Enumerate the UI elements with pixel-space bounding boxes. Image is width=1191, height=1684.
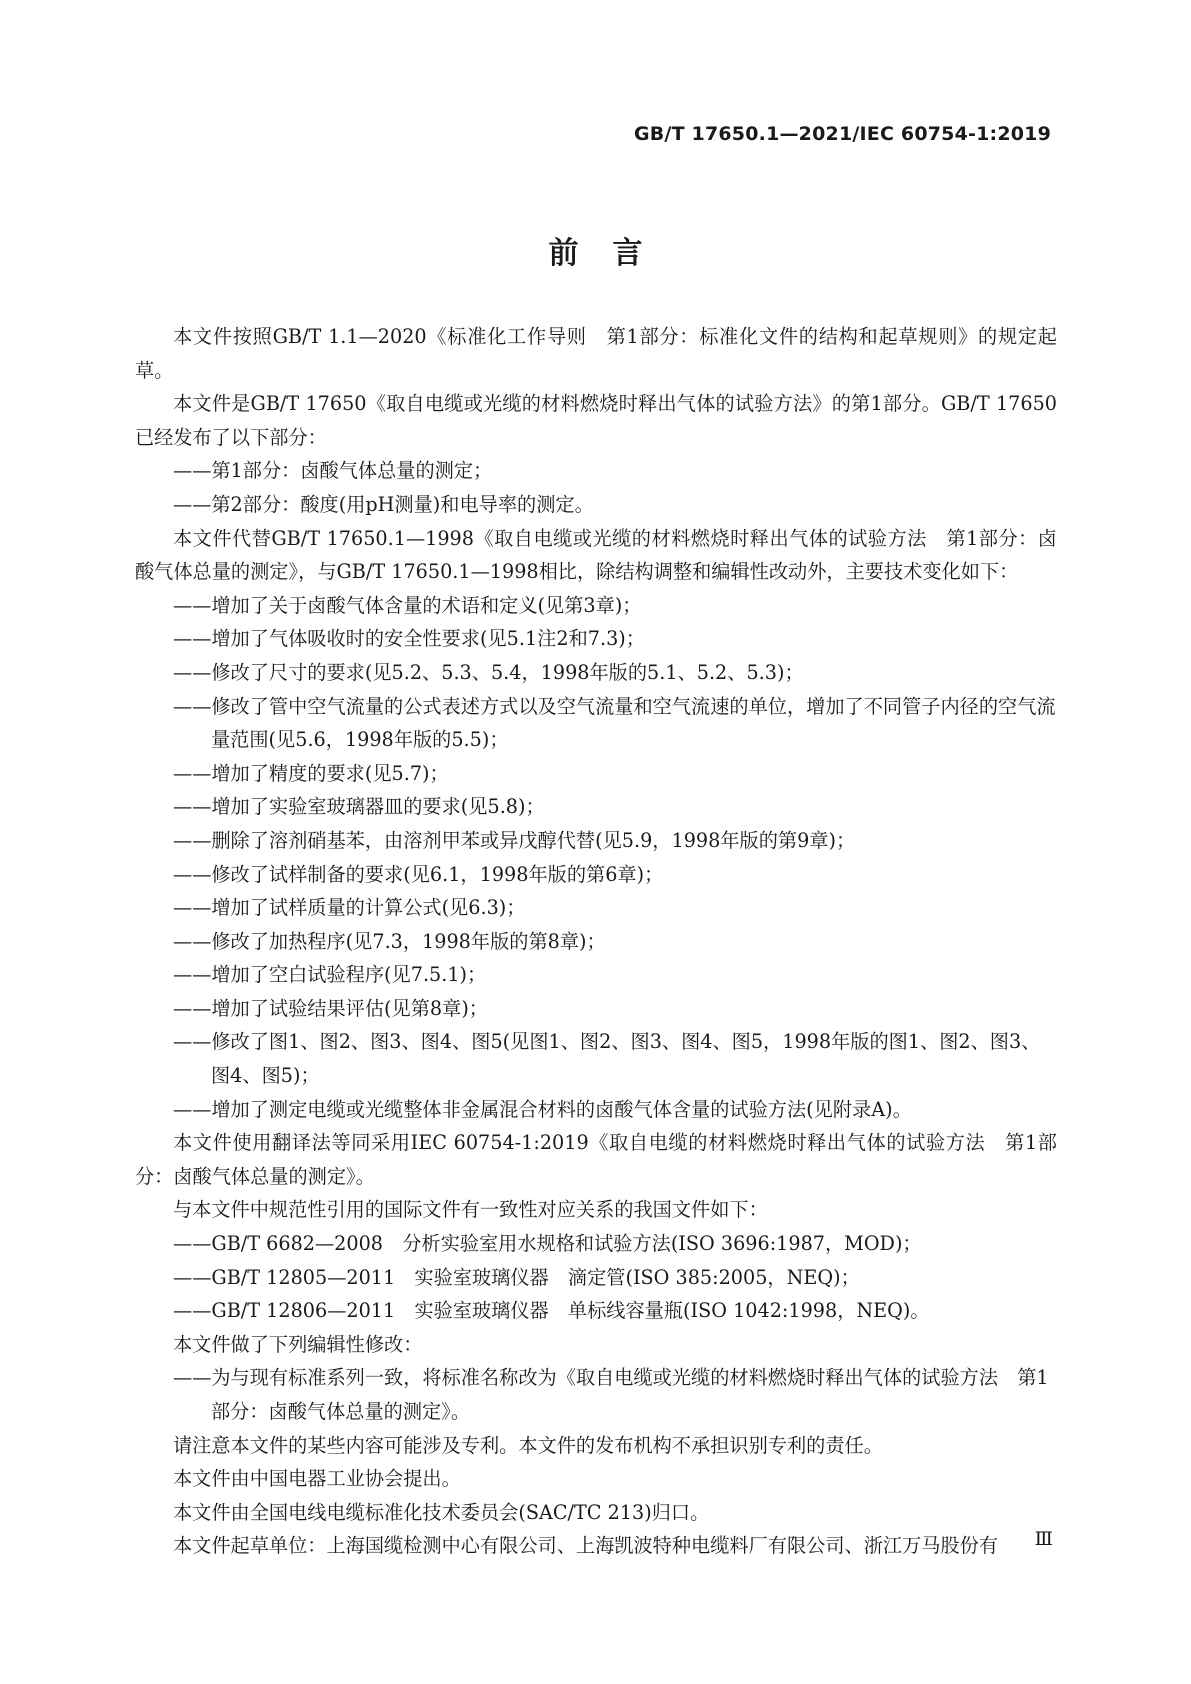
list-item: ——为与现有标准系列一致，将标准名称改为《取自电缆或光缆的材料燃烧时释出气体的试验方法 第1部分：卤酸气体总量的测定》。 [173,1366,1049,1423]
list-item: ——修改了尺寸的要求(见5.2、5.3、5.4，1998年版的5.1、5.2、5.3)； [173,660,804,684]
list-item: ——修改了管中空气流量的公式表述方式以及空气流量和空气流速的单位，增加了不同管子内径的空气流量范围(见5.6，1998年版的5.5)； [173,694,1056,752]
list-item: ——第2部分：酸度(用pH测量)和电导率的测定。 [173,492,594,516]
list-item: ——增加了空白试验程序(见7.5.1)； [173,963,487,987]
list-item: ——GB/T 12806—2011 实验室玻璃仪器 单标线容量瓶(ISO 1042:1998，NEQ)。 [173,1299,930,1323]
list-item: ——增加了试验结果评估(见第8章)； [173,996,488,1020]
list-item: ——GB/T 6682—2008 分析实验室用水规格和试验方法(ISO 3696:1987，MOD)； [173,1232,922,1256]
paragraph: 本文件代替GB/T 17650.1—1998《取自电缆或光缆的材料燃烧时释出气体的试验方法 第1部分：卤酸气体总量的测定》，与GB/T 17650.1—1998相比，除结构调整和编辑性改动外，主要技术变化如下： [135,526,1057,584]
standard-code-header: GB/T 17650.1—2021/IEC 60754-1:2019 [633,123,1051,145]
list-item: ——增加了精度的要求(见5.7)； [173,761,449,785]
paragraph: 请注意本文件的某些内容可能涉及专利。本文件的发布机构不承担识别专利的责任。 [173,1433,883,1457]
list-item: ——增加了关于卤酸气体含量的术语和定义(见第3章)； [173,593,642,617]
list-item: ——修改了图1、图2、图3、图4、图5(见图1、图2、图3、图4、图5，1998年版的图1、图2、图3、图4、图5)； [173,1030,1041,1088]
paragraph: 本文件由全国电线电缆标准化技术委员会(SAC/TC 213)归口。 [173,1500,710,1524]
paragraph: 与本文件中规范性引用的国际文件有一致性对应关系的我国文件如下： [173,1198,768,1222]
list-item: ——修改了试样制备的要求(见6.1，1998年版的第6章)； [173,862,664,886]
paragraph: 本文件做了下列编辑性修改： [173,1332,423,1356]
page-title: 前言 [548,236,677,271]
list-item: ——修改了加热程序(见7.3，1998年版的第8章)； [173,929,606,953]
page-number: Ⅲ [1034,1528,1053,1550]
list-item: ——增加了气体吸收时的安全性要求(见5.1注2和7.3)； [173,627,645,651]
list-item: ——删除了溶剂硝基苯，由溶剂甲苯或异戊醇代替(见5.9，1998年版的第9章)； [173,828,856,852]
list-item: ——增加了测定电缆或光缆整体非金属混合材料的卤酸气体含量的试验方法(见附录A)。 [173,1097,912,1121]
list-item: ——增加了实验室玻璃器皿的要求(见5.8)； [173,795,545,819]
paragraph: 本文件使用翻译法等同采用IEC 60754-1:2019《取自电缆的材料燃烧时释出气体的试验方法 第1部分：卤酸气体总量的测定》。 [135,1131,1057,1188]
paragraph: 本文件由中国电器工业协会提出。 [173,1467,461,1491]
list-item: ——GB/T 12805—2011 实验室玻璃仪器 滴定管(ISO 385:2005，NEQ)； [173,1265,860,1289]
preface-body [135,320,1057,1563]
list-item: ——第1部分：卤酸气体总量的测定； [173,459,493,483]
list-item: ——增加了试样质量的计算公式(见6.3)； [173,896,526,920]
paragraph: 本文件按照GB/T 1.1—2020《标准化工作导则 第1部分：标准化文件的结构和起草规则》的规定起草。 [135,325,1057,382]
paragraph: 本文件起草单位：上海国缆检测中心有限公司、上海凯波特种电缆料厂有限公司、浙江万马股份有 [173,1534,999,1558]
paragraph: 本文件是GB/T 17650《取自电缆或光缆的材料燃烧时释出气体的试验方法》的第1部分。GB/T 17650已经发布了以下部分： [135,392,1057,449]
